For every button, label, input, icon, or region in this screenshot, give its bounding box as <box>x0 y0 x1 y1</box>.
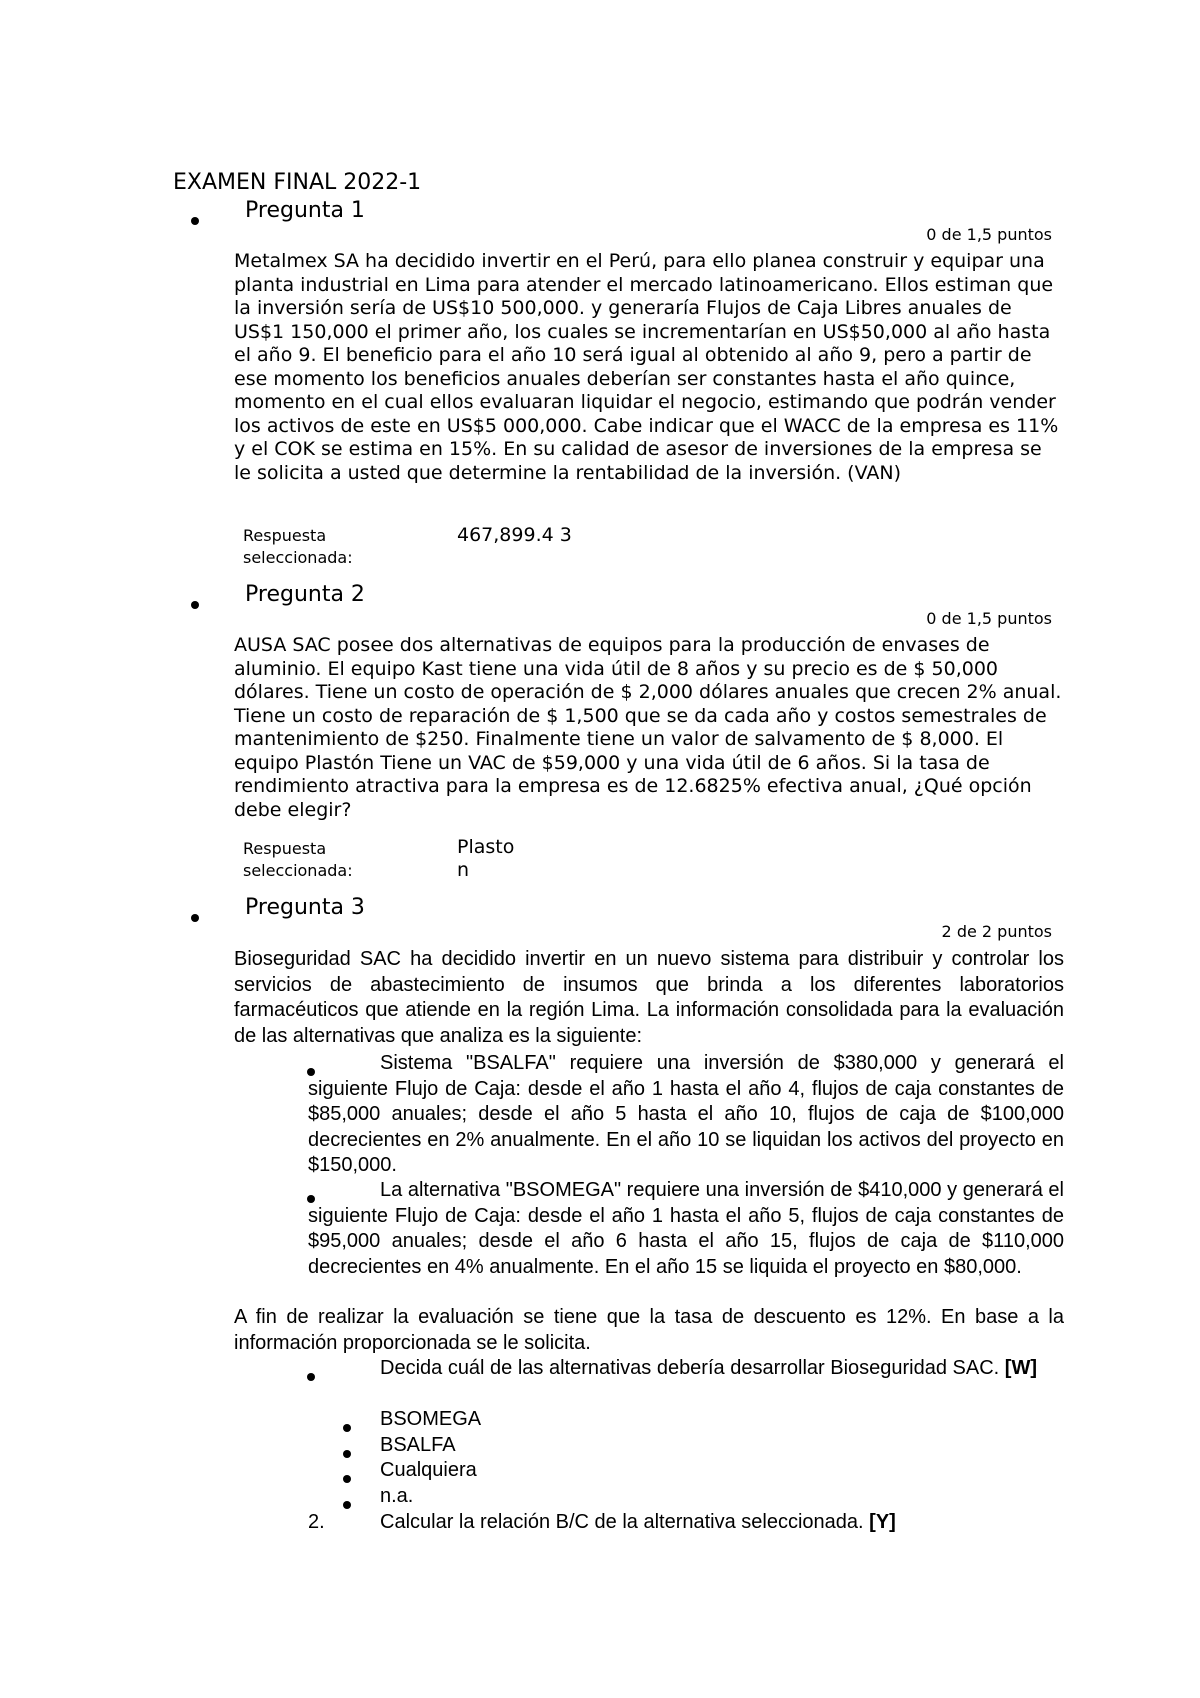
bullet-icon <box>343 1417 351 1436</box>
option-item: BSALFA <box>380 1434 456 1456</box>
task-decide-text: Decida cuál de las alternativas debería desarrollar Bioseguridad SAC. <box>380 1357 1000 1379</box>
answer-label: Respuesta seleccionada: <box>243 839 353 880</box>
exam-title: EXAMEN FINAL 2022-1 <box>173 170 422 195</box>
answer-value: Plasto n <box>457 836 515 881</box>
question-title: Pregunta 2 <box>245 582 365 607</box>
bullet-icon <box>343 1494 351 1513</box>
task-decide <box>308 1356 1064 1382</box>
question-title: Pregunta 1 <box>245 198 365 223</box>
option-item: n.a. <box>380 1485 414 1507</box>
option-item: BSOMEGA <box>380 1408 482 1430</box>
answer-label: Respuesta seleccionada: <box>243 526 353 567</box>
option-item: Cualquiera <box>380 1459 477 1481</box>
bullet-icon <box>191 210 199 229</box>
task-number: 2. <box>308 1511 325 1533</box>
alternative-bsomega: La alternativa "BSOMEGA" requiere una inversión de $410,000 y generará el siguiente Flujo de Caja: desde el año 1 hasta el año 5, flujos de caja constantes de $95,000 anuales; desde el año 6 hasta el año 15, flujos de caja de $110,000 decrecientes en 4% anualmente. En el año 15 se liquida el proyecto en $80,000. <box>308 1179 1064 1278</box>
question-points: 0 de 1,5 puntos <box>926 609 1052 628</box>
bullet-icon <box>191 907 199 926</box>
closing-text: A fin de realizar la evaluación se tiene que la tasa de descuento es 12%. En base a la información proporcionada se le solicita. <box>234 1306 1064 1354</box>
question-points: 0 de 1,5 puntos <box>926 225 1052 244</box>
question-title: Pregunta 3 <box>245 895 365 920</box>
bullet-icon <box>343 1443 351 1462</box>
question-text: Bioseguridad SAC ha decidido invertir en un nuevo sistema para distribuir y controlar los servicios de abastecimiento de insumos que brinda a los diferentes laboratorios farmacéuticos que atiende en la región Lima. La información consolidada para la evaluación de las alternativas que analiza es la siguiente: <box>234 948 1064 1047</box>
task-calculate-text: Calcular la relación B/C de la alternativa seleccionada. <box>380 1511 864 1533</box>
question-text: Metalmex SA ha decidido invertir en el Perú, para ello planea construir y equipar una planta industrial en Lima para atender el mercado latinoamericano. Ellos estiman que la inversión sería de US$10 500,000. y generaría Flujos de Caja Libres anuales de US$1 150,000 el primer año, los cuales se incrementarían en US$50,000 al año hasta el año 9. El beneficio para el año 10 será igual al obtenido al año 9, pero a partir de ese momento los beneficios anuales deberían ser constantes hasta el año quince, momento en el cual ellos evaluaran liquidar el negocio, estimando que podrán vender los activos de este en US$5 000,000. Cabe indicar que el WACC de la empresa es 11% y el COK se estima en 15%. En su calidad de asesor de inversiones de la empresa se le solicita a usted que determine la rentabilidad de la inversión. (VAN) <box>234 250 1059 484</box>
task-calculate <box>380 1510 896 1536</box>
question-text: AUSA SAC posee dos alternativas de equipos para la producción de envases de aluminio. El equipo Kast tiene una vida útil de 8 años y su precio es de $ 50,000 dólares. Tiene un costo de operación de $ 2,000 dólares anuales que crecen 2% anual. Tiene un costo de reparación de $ 1,500 que se da cada año y costos semestrales de mantenimiento de $250. Finalmente tiene un valor de salvamento de $ 8,000. El equipo Plastón Tiene un VAC de $59,000 y una vida útil de 6 años. Si la tasa de rendimiento atractiva para la empresa es de 12.6825% efectiva anual, ¿Qué opción debe elegir? <box>234 634 1062 821</box>
alternative-bsalfa: Sistema "BSALFA" requiere una inversión de $380,000 y generará el siguiente Flujo de Caja: desde el año 1 hasta el año 4, flujos de caja constantes de $85,000 anuales; desde el año 5 hasta el año 10, flujos de caja de $100,000 decrecientes en 2% anualmente. En el año 10 se liquidan los activos del proyecto en $150,000. <box>308 1052 1064 1176</box>
bullet-icon <box>343 1468 351 1487</box>
bullet-icon <box>191 594 199 613</box>
task-decide-tag: [W] <box>1004 1357 1037 1379</box>
task-calculate-tag: [Y] <box>869 1511 896 1533</box>
question-points: 2 de 2 puntos <box>941 922 1052 941</box>
answer-value: 467,899.4 3 <box>457 524 572 546</box>
